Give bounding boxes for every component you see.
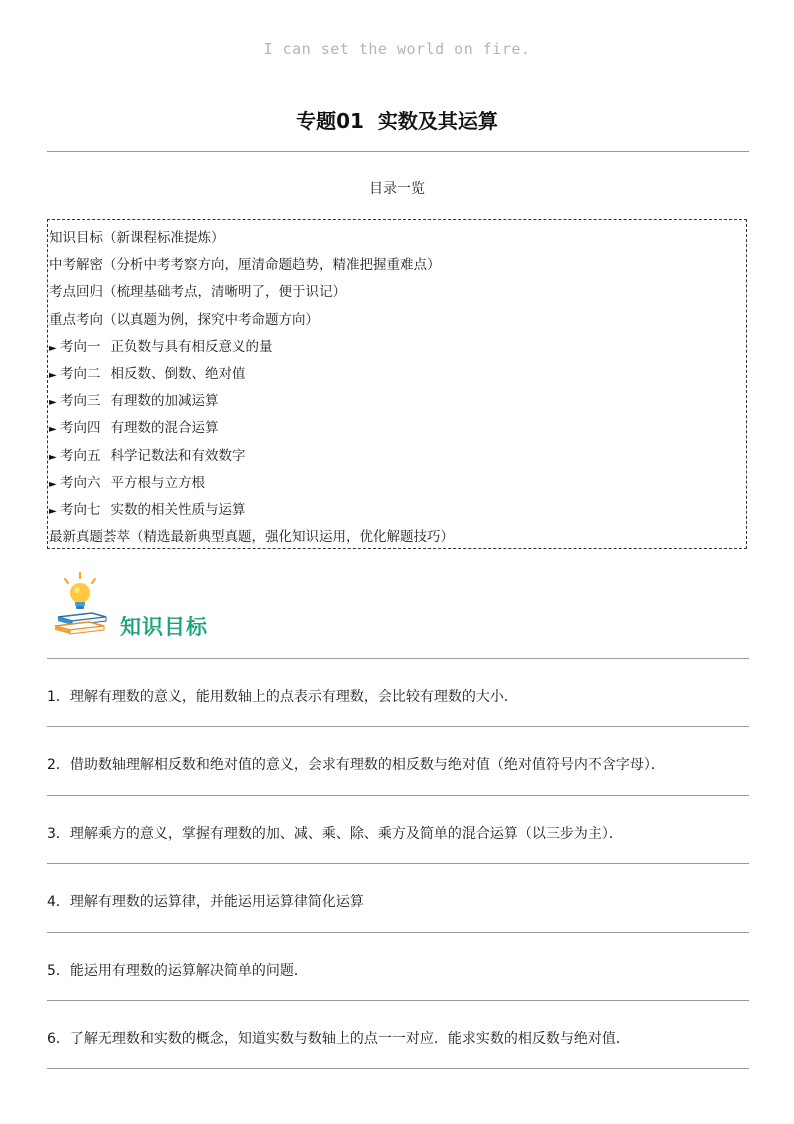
toc-heading: 目录一览 <box>369 181 425 197</box>
toc-item-direction[interactable]: ► 考向四 有理数的混合运算 <box>48 415 746 442</box>
title-prefix: 专题01 <box>296 109 364 133</box>
knowledge-goal: 2．借助数轴理解相反数和绝对值的意义，会求有理数的相反数与绝对值（绝对值符号内不含字母）． <box>47 757 665 773</box>
page-title <box>0 105 794 134</box>
toc-item-direction[interactable]: ► 考向一 正负数与具有相反意义的量 <box>48 334 746 361</box>
knowledge-goal: 1．理解有理数的意义，能用数轴上的点表示有理数，会比较有理数的大小． <box>47 689 518 705</box>
toc-item[interactable]: 考点回归（梳理基础考点，清晰明了，便于识记） <box>49 284 346 301</box>
toc-item-direction[interactable]: ► 考向二 相反数、倒数、绝对值 <box>48 361 746 388</box>
knowledge-goal: 4．理解有理数的运算律，并能运用运算律简化运算 <box>47 894 364 910</box>
toc-box <box>47 219 747 549</box>
goal-divider <box>47 932 749 933</box>
arrow-right-icon: ► <box>49 342 57 354</box>
knowledge-goal: 5．能运用有理数的运算解决简单的问题． <box>47 963 308 979</box>
goal-divider <box>47 795 749 796</box>
toc-item-direction[interactable]: ► 考向五 科学记数法和有效数字 <box>48 443 746 470</box>
header-motto: I can set the world on fire. <box>263 40 531 58</box>
arrow-right-icon: ► <box>49 397 57 409</box>
goal-divider <box>47 1068 749 1069</box>
toc-item[interactable]: 最新真题荟萃（精选最新典型真题，强化知识运用，优化解题技巧） <box>49 529 454 546</box>
toc-item-direction[interactable]: ► 考向三 有理数的加减运算 <box>48 388 746 415</box>
title-divider <box>47 151 749 152</box>
goal-divider <box>47 863 749 864</box>
toc-item-direction[interactable]: ► 考向七 实数的相关性质与运算 <box>48 497 746 524</box>
goal-divider <box>47 1000 749 1001</box>
section-divider <box>47 658 749 659</box>
knowledge-goal: 3．理解乘方的意义，掌握有理数的加、减、乘、除、乘方及简单的混合运算（以三步为主）． <box>47 826 623 842</box>
toc-item-direction[interactable]: ► 考向六 平方根与立方根 <box>48 470 746 497</box>
arrow-right-icon: ► <box>49 505 57 517</box>
goal-divider <box>47 726 749 727</box>
toc-item[interactable]: 知识目标（新课程标准提炼） <box>49 230 225 246</box>
section-title: 知识目标 <box>120 615 208 639</box>
arrow-right-icon: ► <box>49 424 57 436</box>
title-main: 实数及其运算 <box>377 109 498 133</box>
toc-item[interactable]: 中考解密（分析中考考察方向，厘清命题趋势，精准把握重难点） <box>49 257 441 274</box>
toc-item[interactable]: 重点考向（以真题为例，探究中考命题方向） <box>49 311 319 328</box>
knowledge-goal: 6．了解无理数和实数的概念，知道实数与数轴上的点一一对应．能求实数的相反数与绝对值． <box>47 1031 630 1047</box>
lightbulb-books-icon <box>52 571 114 641</box>
arrow-right-icon: ► <box>49 478 57 490</box>
arrow-right-icon: ► <box>49 451 57 463</box>
knowledge-section-header <box>52 571 252 641</box>
arrow-right-icon: ► <box>49 369 57 381</box>
